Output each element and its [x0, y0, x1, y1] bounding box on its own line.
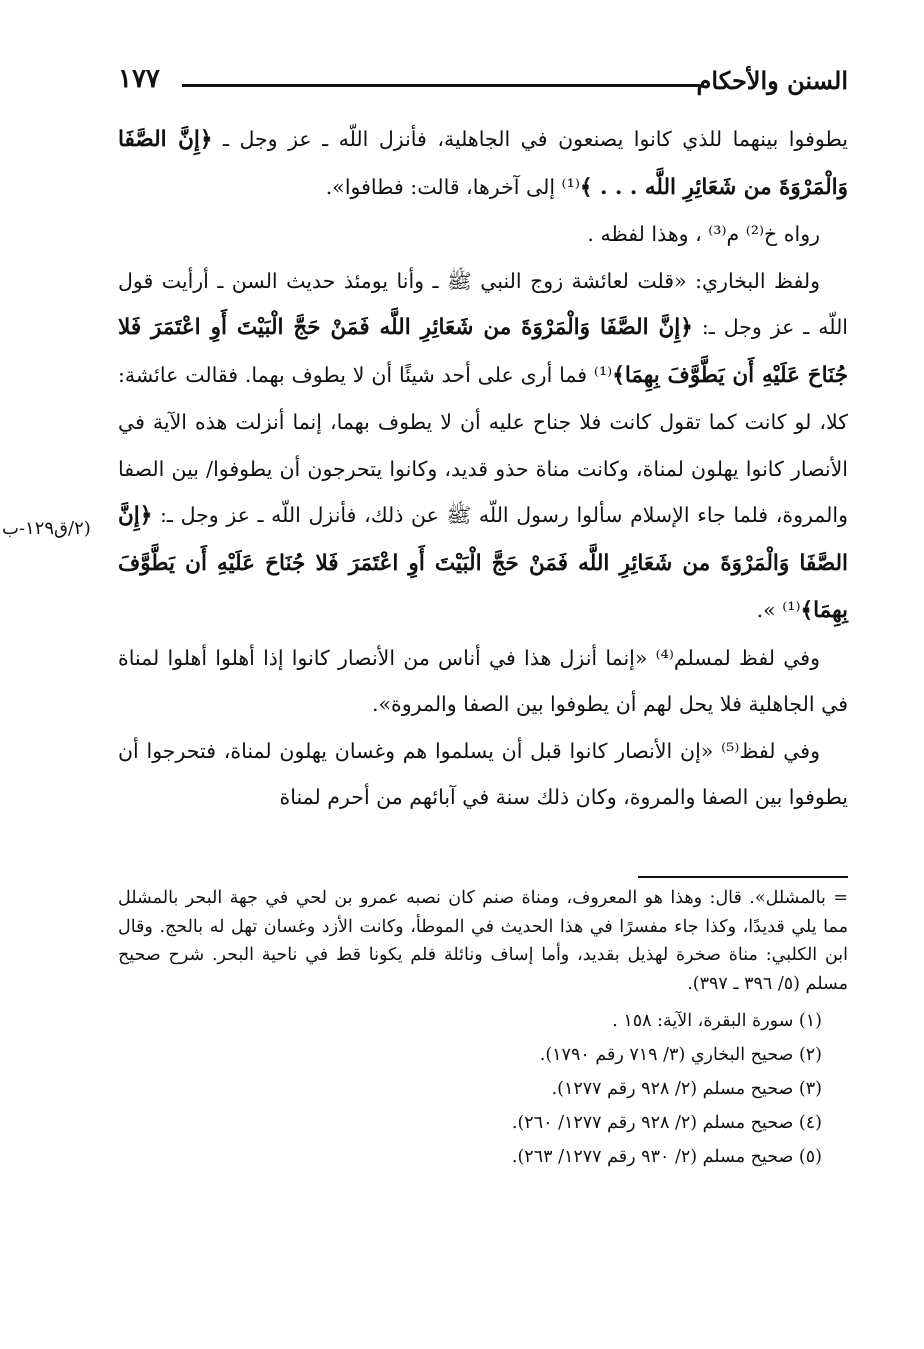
paragraph-3	[118, 258, 848, 635]
footnote-item: (١) سورة البقرة، الآية: ١٥٨ .	[612, 1011, 822, 1031]
quran-verse: ﴿إِنَّ الصَّفَا وَالْمَرْوَةَ من شَعَائِرِ اللَّه فَمَنْ حَجَّ الْبَيْتَ أَوِ اعْتَمَرَ فَلا جُنَاحَ عَلَيْهِ أَن يَطَّوَّفَ بِهِمَا﴾	[118, 503, 848, 623]
manuscript-margin-note: (٢/ق١٢٩-ب	[2, 518, 91, 539]
quran-verse: ﴿إِنَّ الصَّفَا وَالْمَرْوَةَ من شَعَائِرِ اللَّه . . . ﴾	[118, 127, 848, 200]
text-span: ولفظ البخاري: «قلت لعائشة زوج النبي ﷺ ـ وأنا يومئذ حديث السن ـ أرأيت قول اللّه ـ عز وجل ـ:	[118, 268, 849, 339]
footnote-continuation: = بالمشلل». قال: وهذا هو المعروف، ومناة صنم كان نصبه عمرو بن لحي في جهة البحر بالمشلل مما يلي قديدًا، وكذا جاء مفسرًا في هذا الحديث في الموطأ، وكانت الأزد وغسان تهل له بالحج. وقال ابن الكلبي: مناة صخرة لهذيل بقديد، وأما إساف ونائلة فلم يكونا قط في ناحية البحر. شرح صحيح مسلم (٥/ ٣٩٦ ـ ٣٩٧).	[118, 888, 848, 994]
text-span: ⁽¹⁾ ».	[756, 598, 801, 622]
text-span: ⁽¹⁾ إلى آخرها، قالت: فطافوا».	[325, 174, 580, 199]
paragraph-1	[118, 116, 848, 211]
footnote-item: (٣) صحيح مسلم (٢/ ٩٢٨ رقم ١٢٧٧).	[551, 1079, 822, 1099]
footnote-list	[118, 1004, 848, 1174]
quran-verse: ﴿إِنَّ الصَّفَا وَالْمَرْوَةَ من شَعَائِرِ اللَّه فَمَنْ حَجَّ الْبَيْتَ أَوِ اعْتَمَرَ فَلا جُنَاحَ عَلَيْهِ أَن يَطَّوَّفَ بِهِمَا﴾	[118, 315, 849, 388]
paragraph-4: وفي لفظ لمسلم⁽⁴⁾ «إنما أنزل هذا في أناس من الأنصار كانوا إذا أهلوا أهلوا لمناة في الجاهلية فلا يحل لهم أن يطوفوا بين الصفا والمروة».	[118, 645, 848, 716]
header-rule	[182, 84, 702, 87]
footnotes	[118, 884, 848, 1174]
footnote-item: (٢) صحيح البخاري (٣/ ٧١٩ رقم ١٧٩٠).	[539, 1045, 822, 1065]
text-span: ⁽¹⁾ فما أرى على أحد شيئًا أن لا يطوف بهما. فقالت عائشة: كلا، لو كانت كما تقول كانت فلا جناح عليه أن لا يطوف بهما، إنما أنزلت هذه الآية في الأنصار كانوا يهلون لمناة، وكانت مناة حذو قديد، وكانوا يتحرجون أن يطوفوا/ بين الصفا والمروة، فلما جاء الإسلام سألوا رسول اللّه ﷺ عن ذلك، فأنزل اللّه ـ عز وجل ـ:	[118, 362, 848, 527]
paragraph-5: وفي لفظ⁽⁵⁾ «إن الأنصار كانوا قبل أن يسلموا هم وغسان يهلون لمناة، فتحرجوا أن يطوفوا بين الصفا والمروة، وكان ذلك سنة في آبائهم من أحرم لمناة	[118, 738, 848, 809]
footnote-item: (٤) صحيح مسلم (٢/ ٩٢٨ رقم ١٢٧٧/ ٢٦٠).	[511, 1113, 822, 1133]
page-number: ١٧٧	[118, 64, 160, 94]
main-text	[118, 116, 848, 821]
running-header	[118, 62, 848, 102]
paragraph-2: رواه خ⁽²⁾ م⁽³⁾ ، وهذا لفظه .	[587, 222, 820, 246]
footnote-item: (٥) صحيح مسلم (٢/ ٩٣٠ رقم ١٢٧٧/ ٢٦٣).	[511, 1147, 822, 1167]
text-span: يطوفوا بينهما للذي كانوا يصنعون في الجاهلية، فأنزل اللّه ـ عز وجل ـ	[212, 127, 848, 151]
header-title: السنن والأحكام	[696, 66, 848, 95]
footnote-separator	[638, 876, 848, 878]
